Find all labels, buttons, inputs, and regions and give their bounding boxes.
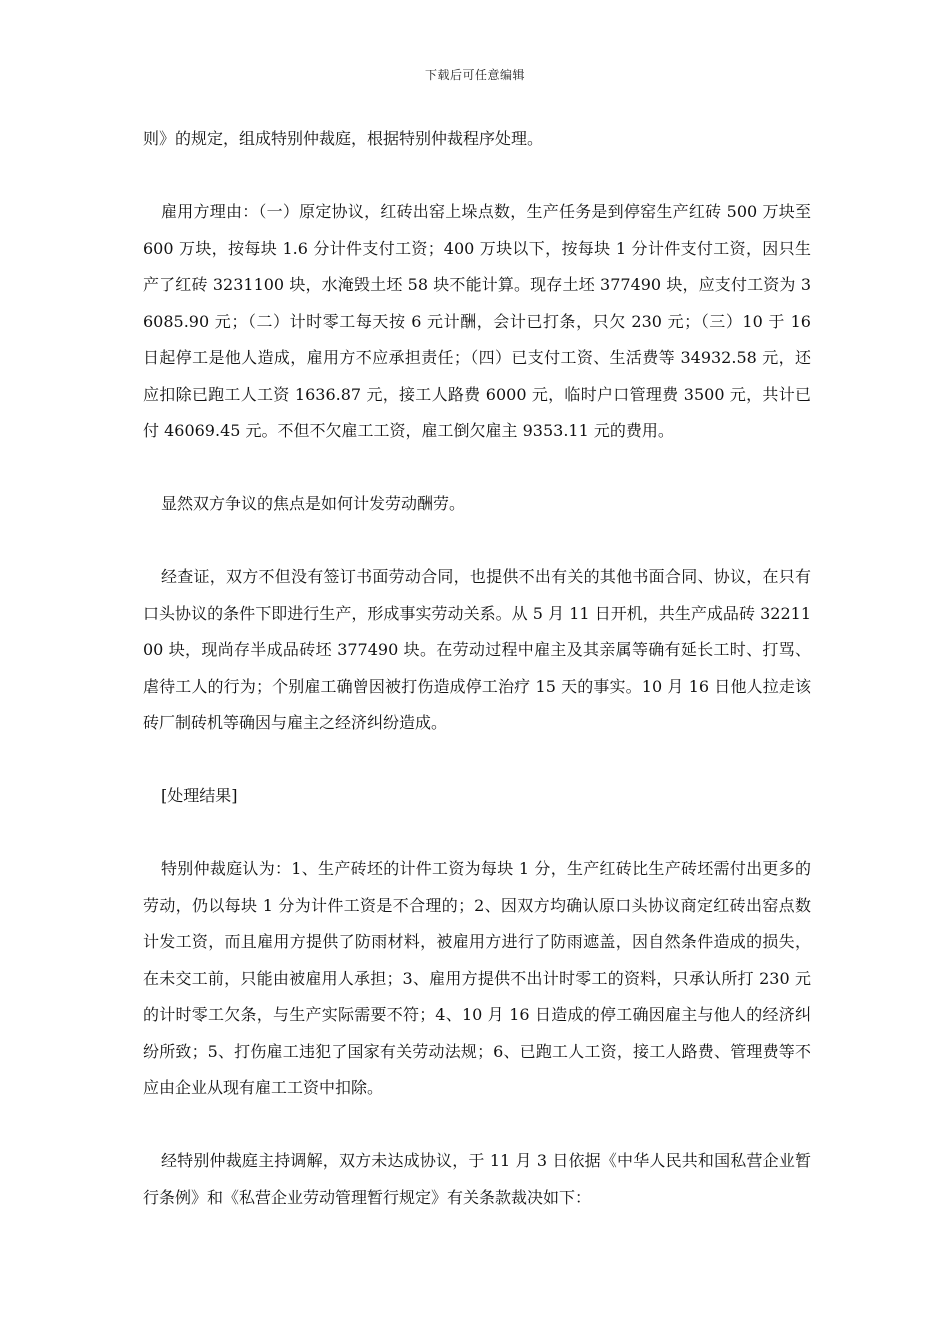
paragraph-gap [143, 742, 811, 779]
paragraph-gap [143, 450, 811, 487]
paragraph-gap [143, 158, 811, 195]
paragraph-gap [143, 1107, 811, 1144]
paragraph-dispute-focus: 显然双方争议的焦点是如何计发劳动酬劳。 [161, 494, 466, 513]
section-heading-result: [处理结果] [161, 786, 238, 805]
paragraph-gap [143, 815, 811, 852]
paragraph-gap [143, 523, 811, 560]
paragraph-investigation: 经查证，双方不但没有签订书面劳动合同，也提供不出有关的其他书面合同、协议，在只有口头协议的条件下即进行生产，形成事实劳动关系。从 5 月 11 日开机，共生产成品砖 3221100 块，现尚存半成品砖坯 377490 块。在劳动过程中雇主及其亲属等确有延长工时、打骂、虐待工人的行为；个别雇工确曾因被打伤造成停工治疗 15 天的事实。10 月 16 日他人拉走该砖厂制砖机等确因与雇主之经济纠纷造成。 [143, 567, 811, 732]
paragraph-tribunal-findings: 特别仲裁庭认为：1、生产砖坯的计件工资为每块 1 分，生产红砖比生产砖坯需付出更多的劳动，仍以每块 1 分为计件工资是不合理的；2、因双方均确认原口头协议商定红砖出窑点数计发工资，而且雇用方提供了防雨材料，被雇用方进行了防雨遮盖，因自然条件造成的损失，在未交工前，只能由被雇用人承担；3、雇用方提供不出计时零工的资料，只承认所打 230 元的计时零工欠条，与生产实际需要不符；4、10 月 16 日造成的停工确因雇主与他人的经济纠纷所致；5、打伤雇工违犯了国家有关劳动法规；6、已跑工人工资，接工人路费、管理费等不应由企业从现有雇工工资中扣除。 [143, 859, 811, 1097]
document-body [143, 121, 811, 1216]
paragraph-employer-reasons: 雇用方理由：（一）原定协议，红砖出窑上垛点数，生产任务是到停窑生产红砖 500 万块至 600 万块，按每块 1.6 分计件支付工资；400 万块以下，按每块 1 分计件支付工资，因只生产了红砖 3231100 块，水淹毁土坯 58 块不能计算。现存土坯 377490 块，应支付工资为 36085.90 元；（二）计时零工每天按 6 元计酬，会计已打条，只欠 230 元；（三）10 于 16 日起停工是他人造成，雇用方不应承担责任；（四）已支付工资、生活费等 34932.58 元，还应扣除已跑工人工资 1636.87 元，接工人路费 6000 元，临时户口管理费 3500 元，共计已付 46069.45 元。不但不欠雇工工资，雇工倒欠雇主 9353.11 元的费用。 [143, 202, 811, 440]
paragraph-ruling-intro: 经特别仲裁庭主持调解，双方未达成协议，于 11 月 3 日依据《中华人民共和国私营企业暂行条例》和《私营企业劳动管理暂行规定》有关条款裁决如下： [143, 1151, 811, 1207]
paragraph-continuation: 则》的规定，组成特别仲裁庭，根据特别仲裁程序处理。 [143, 129, 544, 148]
page-header-note: 下载后可任意编辑 [424, 68, 525, 82]
